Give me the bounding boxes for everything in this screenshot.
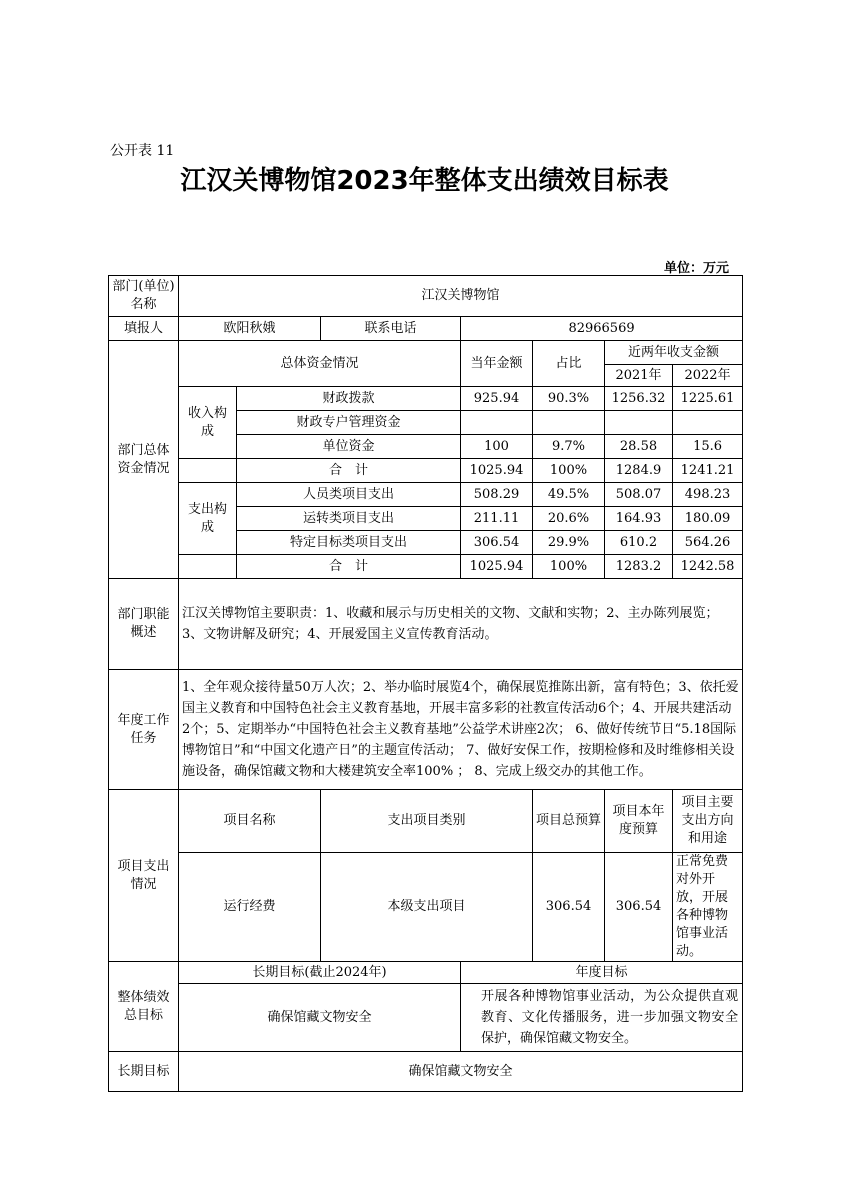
blank-cell (179, 555, 237, 579)
funds-2022-header: 2022年 (673, 365, 743, 387)
funds-section-label: 部门总体资金情况 (109, 341, 179, 579)
tasks-row (109, 670, 743, 790)
long-goal-text: 确保馆藏文物安全 (179, 984, 461, 1052)
row-2021: 1256.32 (605, 387, 673, 411)
tasks-label: 年度工作任务 (109, 670, 179, 790)
reporter-cell: 欧阳秋娥 (179, 317, 321, 341)
row-name: 单位资金 (237, 435, 461, 459)
row-current: 1025.94 (461, 555, 533, 579)
annual-goal-text: 开展各种博物馆事业活动，为公众提供直观教育、文化传播服务，进一步加强文物安全保护，确保馆藏文物安全。 (461, 984, 743, 1052)
row-2021 (605, 411, 673, 435)
row-2022: 1225.61 (673, 387, 743, 411)
dept-name-cell: 江汉关博物馆 (179, 276, 743, 317)
funds-current-header: 当年金额 (461, 341, 533, 387)
income-row (109, 387, 743, 411)
row-current: 925.94 (461, 387, 533, 411)
phone-cell: 82966569 (461, 317, 743, 341)
annual-goal-header: 年度目标 (461, 962, 743, 984)
project-row (109, 853, 743, 962)
row-current: 100 (461, 435, 533, 459)
row-name: 人员类项目支出 (237, 483, 461, 507)
long-term-row (109, 1052, 743, 1092)
row-ratio: 100% (533, 459, 605, 483)
row-ratio: 90.3% (533, 387, 605, 411)
row-name: 运转类项目支出 (237, 507, 461, 531)
row-2021: 508.07 (605, 483, 673, 507)
row-2022: 180.09 (673, 507, 743, 531)
row-2022 (673, 411, 743, 435)
blank-cell (179, 459, 237, 483)
document-label: 公开表 11 (110, 143, 175, 159)
row-2021: 28.58 (605, 435, 673, 459)
project-category: 本级支出项目 (321, 853, 533, 962)
funds-overall-header: 总体资金情况 (179, 341, 461, 387)
projects-purpose-header: 项目主要支出方向和用途 (673, 790, 743, 853)
row-current: 211.11 (461, 507, 533, 531)
row-current: 508.29 (461, 483, 533, 507)
row-name: 特定目标类项目支出 (237, 531, 461, 555)
overall-goal-row (109, 984, 743, 1052)
funds-header-row-1 (109, 341, 743, 365)
document-title: 江汉关博物馆2023年整体支出绩效目标表 (180, 166, 669, 196)
row-ratio: 49.5% (533, 483, 605, 507)
long-term-label: 长期目标 (109, 1052, 179, 1092)
row-ratio: 20.6% (533, 507, 605, 531)
performance-table (108, 275, 743, 1092)
row-2022: 1241.21 (673, 459, 743, 483)
row-2022: 1242.58 (673, 555, 743, 579)
row-current: 306.54 (461, 531, 533, 555)
funds-ratio-header: 占比 (533, 341, 605, 387)
dept-label-cell: 部门(单位)名称 (109, 276, 179, 317)
row-current (461, 411, 533, 435)
reporter-label-cell: 填报人 (109, 317, 179, 341)
row-2022: 15.6 (673, 435, 743, 459)
phone-label-cell: 联系电话 (321, 317, 461, 341)
overall-goal-header-row (109, 962, 743, 984)
unit-label: 单位：万元 (663, 261, 729, 276)
projects-name-header: 项目名称 (179, 790, 321, 853)
row-2022: 564.26 (673, 531, 743, 555)
long-goal-header: 长期目标(截止2024年) (179, 962, 461, 984)
project-total: 306.54 (533, 853, 605, 962)
projects-category-header: 支出项目类别 (321, 790, 533, 853)
row-name: 合 计 (237, 459, 461, 483)
income-total-row (109, 459, 743, 483)
row-2021: 1283.2 (605, 555, 673, 579)
row-2021: 1284.9 (605, 459, 673, 483)
row-2022: 498.23 (673, 483, 743, 507)
row-2021: 610.2 (605, 531, 673, 555)
duties-label: 部门职能概述 (109, 579, 179, 670)
funds-recent-header: 近两年收支金额 (605, 341, 743, 365)
row-name: 合 计 (237, 555, 461, 579)
income-label: 收入构成 (179, 387, 237, 459)
duties-text: 江汉关博物馆主要职责：1、收藏和展示与历史相关的文物、文献和实物；2、主办陈列展览；3、文物讲解及研究；4、开展爱国主义宣传教育活动。 (179, 579, 743, 670)
project-purpose: 正常免费对外开放，开展各种博物馆事业活动。 (673, 853, 743, 962)
row-ratio: 29.9% (533, 531, 605, 555)
row-ratio: 9.7% (533, 435, 605, 459)
overall-goal-label: 整体绩效总目标 (109, 962, 179, 1052)
projects-annual-header: 项目本年度预算 (605, 790, 673, 853)
expense-row (109, 483, 743, 507)
long-term-text: 确保馆藏文物安全 (179, 1052, 743, 1092)
row-name: 财政拨款 (237, 387, 461, 411)
project-name: 运行经费 (179, 853, 321, 962)
projects-total-header: 项目总预算 (533, 790, 605, 853)
row-name: 财政专户管理资金 (237, 411, 461, 435)
row-ratio: 100% (533, 555, 605, 579)
row-2021: 164.93 (605, 507, 673, 531)
project-annual: 306.54 (605, 853, 673, 962)
reporter-row (109, 317, 743, 341)
expense-total-row (109, 555, 743, 579)
expense-label: 支出构成 (179, 483, 237, 555)
projects-label: 项目支出情况 (109, 790, 179, 962)
projects-header-row (109, 790, 743, 853)
duties-row (109, 579, 743, 670)
dept-row (109, 276, 743, 317)
tasks-text: 1、全年观众接待量50万人次；2、举办临时展览4个，确保展览推陈出新，富有特色；3、依托爱国主义教育和中国特色社会主义教育基地，开展丰富多彩的社教宣传活动6个；4、开展共建活动2个；5、定期举办“中国特色社会主义教育基地”公益学术讲座2次； 6、做好传统节日“5.18国际博物馆日”和“中国文化遗产日”的主题宣传活动； 7、做好安保工作，按期检修和及时维修相关设施设备，确保馆藏文物和大楼建筑安全率100% ； 8、完成上级交办的其他工作。 (179, 670, 743, 790)
funds-2021-header: 2021年 (605, 365, 673, 387)
row-current: 1025.94 (461, 459, 533, 483)
row-ratio (533, 411, 605, 435)
